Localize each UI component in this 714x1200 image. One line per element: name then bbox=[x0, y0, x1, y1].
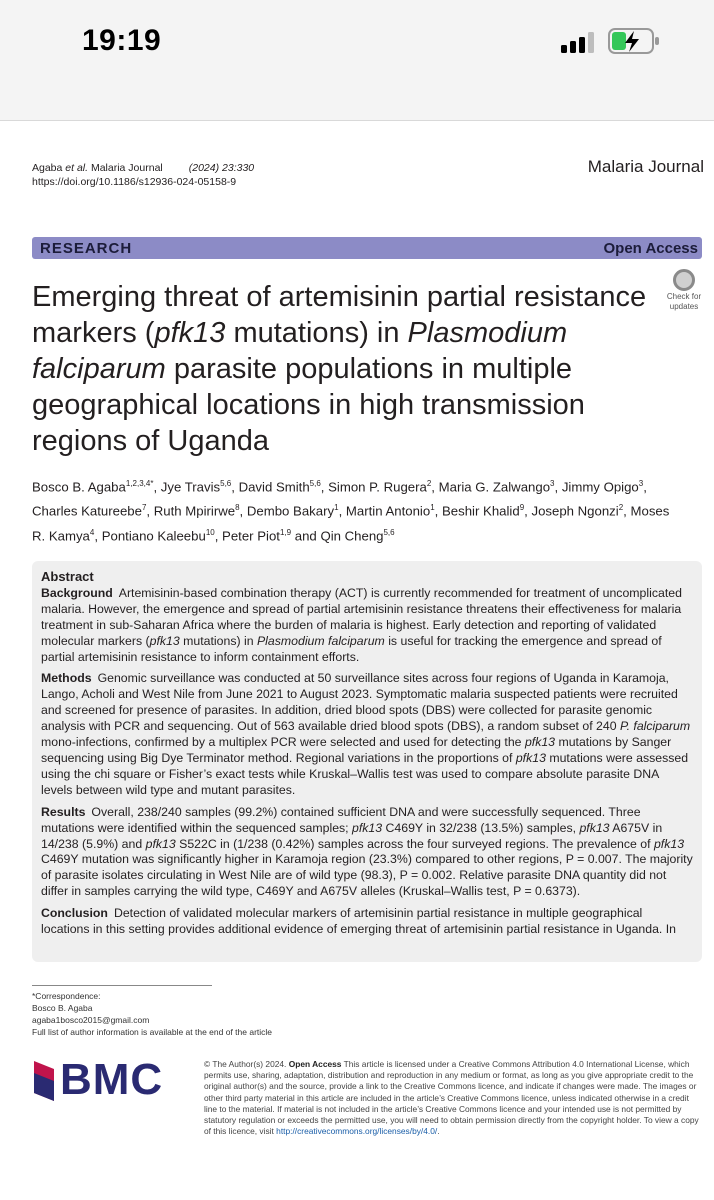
background-text: mutations) in bbox=[179, 633, 257, 648]
citation-journal: Malaria Journal bbox=[88, 162, 163, 174]
correspondence-label: *Correspondence: bbox=[32, 991, 101, 1001]
background-gene: pfk13 bbox=[149, 633, 180, 648]
license-end: . bbox=[437, 1126, 440, 1137]
title-species: Plasmodium falciparum bbox=[32, 317, 568, 385]
citation-etal: et al. bbox=[65, 162, 89, 174]
author-separator: , bbox=[643, 479, 647, 495]
author-name: Joseph Ngonzi bbox=[531, 503, 619, 519]
author-name: Moses R. Kamya bbox=[32, 503, 670, 544]
article-type-bar bbox=[32, 237, 702, 259]
license-link[interactable]: http://creativecommons.org/licenses/by/4.0/ bbox=[276, 1126, 438, 1137]
background-text: Artemisinin-based combination therapy (ACT) is currently recommended for treatment of uncomplicated malaria. However, the emergence and spread of partial artemisinin resistance threatens their effectiveness for malaria treatment in sub-Saharan Africa where the burden of malaria is highest. Early detection and reporting of validated molecular markers ( bbox=[41, 585, 682, 648]
correspondence bbox=[32, 985, 273, 1038]
author-separator: , bbox=[146, 503, 154, 519]
abstract-results bbox=[41, 805, 693, 900]
citation-author: Agaba bbox=[32, 162, 66, 174]
results-gene: pfk13 bbox=[579, 820, 610, 835]
status-bar bbox=[0, 0, 714, 121]
author-separator: , bbox=[239, 503, 247, 519]
license-copyright: © The Author(s) 2024. bbox=[204, 1059, 289, 1069]
author-name: Ruth Mpirirwe bbox=[153, 503, 236, 519]
author-name: Peter Piot bbox=[222, 528, 280, 544]
abstract-methods bbox=[41, 671, 693, 798]
correspondence-email[interactable]: agaba1bosco2015@gmail.com bbox=[32, 1015, 150, 1025]
author-name: Jimmy Opigo bbox=[561, 479, 639, 495]
correspondence-name: Bosco B. Agaba bbox=[32, 1003, 93, 1013]
journal-name: Malaria Journal bbox=[587, 157, 704, 176]
author-separator: , bbox=[214, 528, 223, 544]
background-species: Plasmodium falciparum bbox=[256, 633, 385, 648]
results-label: Results bbox=[41, 804, 86, 819]
check-updates-label-1: Check for bbox=[666, 292, 702, 301]
author-affiliation: 1,9 bbox=[279, 527, 292, 537]
author-separator: , bbox=[338, 503, 346, 519]
results-text: Overall, 238/240 samples (99.2%) contained sufficient DNA and were successfully sequenced. Three mutations were identified within the sequenced samples; bbox=[41, 804, 641, 835]
methods-label: Methods bbox=[41, 671, 92, 686]
author-name: Qin Cheng bbox=[320, 528, 384, 544]
author-affiliation: 2 bbox=[426, 479, 432, 488]
results-text: C469Y in 32/238 (13.5%) samples, bbox=[382, 820, 580, 835]
author-affiliation: 1 bbox=[334, 503, 339, 513]
article-type: RESEARCH bbox=[40, 240, 133, 257]
status-time: 19:19 bbox=[82, 24, 162, 57]
author-affiliation: 5,6 bbox=[383, 527, 395, 537]
citation-header bbox=[32, 161, 254, 189]
open-access-label: Open Access bbox=[603, 240, 698, 257]
author-separator: , bbox=[153, 479, 161, 495]
methods-text: mutations by Sanger sequencing using Big Dye Terminator method. Regional variations in the proportions of bbox=[41, 735, 672, 765]
author-affiliation: 3 bbox=[638, 479, 644, 488]
background-text: is useful for tracking the emergence and spread of partial artemisinin resistance to inform containment efforts. bbox=[41, 633, 662, 664]
author-separator: , bbox=[434, 503, 442, 519]
methods-gene: pfk13 bbox=[515, 750, 546, 765]
bmc-logo-text: BMC bbox=[60, 1055, 164, 1104]
author-name: Pontiano Kaleebu bbox=[101, 528, 206, 544]
background-label: Background bbox=[41, 585, 113, 600]
abstract-heading: Abstract bbox=[41, 569, 94, 584]
doi-link[interactable]: https://doi.org/10.1186/s12936-024-05158-9 bbox=[32, 176, 237, 188]
author-name: Beshir Khalid bbox=[441, 503, 520, 519]
author-affiliation: 1,2,3,4* bbox=[125, 479, 154, 488]
author-name: Martin Antonio bbox=[345, 503, 431, 519]
methods-species: P. falciparum bbox=[619, 719, 691, 734]
title-text: mutations) in bbox=[225, 317, 408, 349]
results-gene: pfk13 bbox=[352, 820, 383, 835]
author-separator: , bbox=[431, 479, 439, 495]
article-page bbox=[0, 121, 714, 1200]
author-affiliation: 9 bbox=[519, 503, 525, 513]
license-text bbox=[204, 1059, 704, 1137]
author-list bbox=[32, 473, 672, 546]
title-text: parasite populations in multiple geographical locations in high transmission regions of Uganda bbox=[32, 353, 585, 457]
author-name: Simon P. Rugera bbox=[328, 479, 427, 495]
author-affiliation: 4 bbox=[89, 527, 95, 537]
author-affiliation: 2 bbox=[618, 503, 624, 513]
author-name: Maria G. Zalwango bbox=[438, 479, 551, 495]
methods-text: Genomic surveillance was conducted at 50 surveillance sites across four regions of Uganda in Karamoja, Lango, Acholi and West Nile from June 2021 to August 2023. Symptomatic malaria suspected patients were recruited and screened for presence of parasites. In addition, dried blood spots (DBS) were collected for parasite genomic analysis with PCR and sequencing. Out of 563 available dried blood spots (DBS), a random subset of 240 bbox=[41, 671, 678, 734]
abstract-box bbox=[32, 561, 702, 962]
license-body: This article is licensed under a Creative Commons Attribution 4.0 International License, which permits use, sharing, adaptation, distribution and reproduction in any medium or format, as long as you give appropriate credit to the original author(s) and the source, provide a link to the Creative Commons licence, and indicate if changes were made. The images or other third party material in this article are included in the article’s Creative Commons licence, unless indicated otherwise in a credit line to the material. If material is not included in the article’s Creative Commons licence and your intended use is not permitted by statutory regulation or exceeds the permitted use, you will need to obtain permission directly from the copyright holder. To view a copy of this licence, visit bbox=[204, 1059, 699, 1137]
author-affiliation: 3 bbox=[550, 479, 555, 488]
license-open-access: Open Access bbox=[288, 1059, 342, 1069]
author-name: David Smith bbox=[238, 479, 310, 495]
results-text: C469Y mutation was significantly higher in Karamoja region (23.3%) compared to other regions, P = 0.007. The majority of parasite isolates circulating in West Nile are of wild type (98.3), P = 0.002. Relative parasite DNA quantity did not differ in samples carrying the wild type, C469Y and A675V alleles (Kruskal–Wallis test, P = 0.6373). bbox=[41, 852, 693, 899]
author-name: Bosco B. Agaba bbox=[32, 479, 126, 495]
article-title bbox=[32, 279, 682, 459]
title-gene: pfk13 bbox=[154, 317, 226, 349]
author-name: Charles Katureebe bbox=[32, 503, 142, 519]
author-affiliation: 5,6 bbox=[220, 479, 232, 488]
methods-text: mono-infections, confirmed by a multiplex PCR were selected and used for detecting the bbox=[41, 735, 525, 750]
results-gene: pfk13 bbox=[653, 836, 685, 851]
bmc-logo-mark-icon bbox=[34, 1061, 54, 1101]
title-text: Emerging threat of artemisinin partial resistance markers ( bbox=[32, 281, 647, 349]
author-affiliation: 1 bbox=[430, 503, 435, 513]
author-affiliation: 5,6 bbox=[309, 479, 321, 488]
author-affiliation: 7 bbox=[141, 503, 147, 513]
author-affiliation: 8 bbox=[235, 503, 240, 513]
author-separator: , bbox=[524, 503, 532, 519]
author-name: Dembo Bakary bbox=[246, 503, 335, 519]
results-gene: pfk13 bbox=[145, 836, 176, 851]
author-separator: , bbox=[94, 528, 102, 544]
author-separator: , bbox=[320, 479, 329, 495]
author-separator: , bbox=[231, 479, 239, 495]
author-affiliation: 10 bbox=[205, 527, 215, 537]
battery-charging-icon bbox=[608, 28, 660, 54]
methods-text: mutations were assessed using the chi square or Fisher’s exact tests while Kruskal–Wallis test was used to compare absolute parasite DNA levels between wild type and mutant parasites. bbox=[41, 750, 689, 797]
author-separator: , bbox=[623, 503, 631, 519]
author-name: Jye Travis bbox=[160, 479, 221, 495]
conclusion-text: Detection of validated molecular markers of artemisinin partial resistance in multiple geographical locations in this setting provides additional evidence of emerging threat of artemisinin partial resistance in Uganda. In bbox=[41, 906, 677, 937]
abstract-conclusion bbox=[41, 906, 693, 938]
author-separator: and bbox=[291, 528, 321, 544]
methods-gene: pfk13 bbox=[524, 735, 556, 750]
results-text: A675V in 14/238 (5.9%) and bbox=[41, 820, 663, 851]
author-separator: , bbox=[554, 479, 562, 495]
signal-icon bbox=[561, 31, 601, 53]
author-info-note: Full list of author information is available at the end of the article bbox=[32, 1027, 273, 1037]
citation-year: (2024) 23:330 bbox=[188, 162, 255, 174]
check-updates-label-2: updates bbox=[669, 302, 699, 311]
results-text: S522C in (1/238 (0.42%) samples across the four surveyed regions. The prevalence of bbox=[175, 836, 654, 851]
conclusion-label: Conclusion bbox=[41, 906, 108, 921]
abstract-background bbox=[41, 586, 693, 666]
